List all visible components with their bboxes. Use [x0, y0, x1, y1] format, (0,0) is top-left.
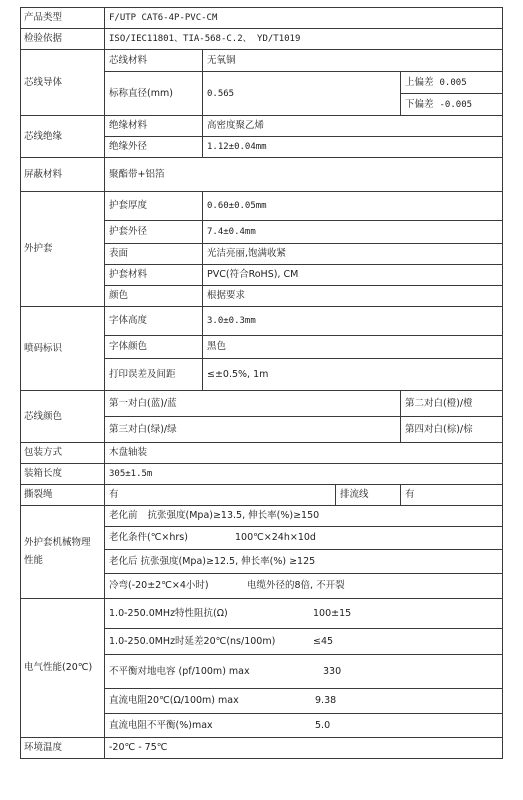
- mech-before-a: 老化前: [109, 510, 138, 521]
- shield-value: 聚酯带+铝箔: [105, 158, 503, 192]
- elec-cell: [105, 689, 503, 714]
- conductor-diameter-value: 0.565: [203, 72, 401, 116]
- ripcord-label: 撕裂绳: [21, 485, 105, 506]
- elec-item-label: 直流电阻不平衡(%)max: [109, 719, 213, 731]
- marking-item-value: 黑色: [203, 336, 503, 359]
- mech-before-cell: [105, 506, 503, 527]
- elec-item-value: 100±15: [313, 607, 352, 619]
- insulation-od-label: 绝缘外径: [105, 137, 203, 158]
- conductor-material-label: 芯线材料: [105, 50, 203, 72]
- jacket-item-label: 颜色: [105, 286, 203, 307]
- elec-cell: [105, 655, 503, 689]
- row-jacket-1: [21, 192, 503, 221]
- temperature-label: 环境温度: [21, 738, 105, 759]
- row-elec-1: [21, 599, 503, 629]
- drain-label: 排流线: [336, 485, 401, 506]
- packing-value: 木盘轴装: [105, 443, 503, 464]
- insulation-material-label: 绝缘材料: [105, 116, 203, 137]
- jacket-item-value: 光洁亮丽,饱满收紧: [203, 244, 503, 265]
- elec-cell: [105, 629, 503, 655]
- row-marking-1: [21, 307, 503, 336]
- row-standard: [21, 29, 503, 50]
- marking-item-label: 字体颜色: [105, 336, 203, 359]
- row-mech-before: [21, 506, 503, 527]
- lower-deviation-value: -0.005: [439, 99, 473, 110]
- mech-cond-b: 100℃×24h×10d: [235, 532, 316, 543]
- jacket-item-value: 7.4±0.4mm: [203, 221, 503, 244]
- row-temperature: [21, 738, 503, 759]
- conductor-diameter-label: 标称直径(mm): [105, 72, 203, 116]
- row-insulation-material: [21, 116, 503, 137]
- product-type-label: 产品类型: [21, 8, 105, 29]
- conductor-material-value: 无氧铜: [203, 50, 503, 72]
- mech-cold-b: 电缆外径的8倍, 不开裂: [247, 580, 345, 591]
- insulation-od-value: 1.12±0.04mm: [203, 137, 503, 158]
- mech-cond-cell: [105, 527, 503, 550]
- marking-item-value: 3.0±0.3mm: [203, 307, 503, 336]
- mechanical-label: [21, 506, 105, 599]
- packing-label: 包装方式: [21, 443, 105, 464]
- jacket-item-value: 根据要求: [203, 286, 503, 307]
- color-pair-2: 第二对白(橙)/橙: [401, 391, 503, 417]
- color-label: 芯线颜色: [21, 391, 105, 443]
- elec-item-value: 5.0: [315, 719, 331, 731]
- spec-table: [20, 7, 503, 759]
- elec-cell: [105, 599, 503, 629]
- row-product-type: [21, 8, 503, 29]
- mech-cond-a: 老化条件(℃×hrs): [109, 532, 188, 543]
- shield-label: 屏蔽材料: [21, 158, 105, 192]
- marking-item-label: 字体高度: [105, 307, 203, 336]
- jacket-label: 外护套: [21, 192, 105, 307]
- elec-item-value: ≤45: [313, 635, 334, 647]
- mech-before-b: 抗张强度(Mpa)≥13.5, 伸长率(%)≥150: [147, 510, 320, 521]
- color-pair-4: 第四对白(棕)/棕: [401, 417, 503, 443]
- insulation-material-value: 高密度聚乙烯: [203, 116, 503, 137]
- mechanical-label-line-2: 性能: [24, 555, 44, 566]
- conductor-label: 芯线导体: [21, 50, 105, 116]
- marking-item-value: ≤±0.5%, 1m: [203, 359, 503, 391]
- conductor-lower-cell: [401, 94, 503, 116]
- elec-item-value: 330: [323, 665, 342, 677]
- lower-deviation-label: 下偏差: [405, 98, 434, 110]
- length-value: 305±1.5m: [105, 464, 503, 485]
- conductor-upper-cell: [401, 72, 503, 94]
- standard-value: ISO/IEC11801、TIA-568-C.2、 YD/T1019: [105, 29, 503, 50]
- jacket-item-label: 护套外径: [105, 221, 203, 244]
- marking-label: 喷码标识: [21, 307, 105, 391]
- row-packing: [21, 443, 503, 464]
- insulation-label: 芯线绝缘: [21, 116, 105, 158]
- temperature-value: -20℃ - 75℃: [105, 738, 503, 759]
- spec-sheet: [20, 7, 503, 759]
- length-label: 装箱长度: [21, 464, 105, 485]
- color-pair-1: 第一对白(蓝)/蓝: [105, 391, 401, 417]
- elec-item-label: 不平衡对地电容 (pf/100m) max: [109, 665, 250, 677]
- ripcord-value: 有: [105, 485, 336, 506]
- jacket-item-value: 0.60±0.05mm: [203, 192, 503, 221]
- elec-cell: [105, 714, 503, 738]
- elec-item-value: 9.38: [315, 695, 337, 706]
- row-ripcord: [21, 485, 503, 506]
- mech-cold-cell: [105, 574, 503, 599]
- jacket-item-label: 护套厚度: [105, 192, 203, 221]
- elec-item-label: 直流电阻20℃(Ω/100m) max: [109, 695, 239, 706]
- row-color-1: [21, 391, 503, 417]
- row-length: [21, 464, 503, 485]
- product-type-value: F/UTP CAT6-4P-PVC-CM: [105, 8, 503, 29]
- upper-deviation-value: 0.005: [439, 77, 467, 88]
- row-shield: [21, 158, 503, 192]
- color-pair-3: 第三对白(绿)/绿: [105, 417, 401, 443]
- electrical-label: 电气性能(20℃): [21, 599, 105, 738]
- jacket-item-label: 护套材料: [105, 265, 203, 286]
- marking-item-label: 打印误差及间距: [105, 359, 203, 391]
- elec-item-label: 1.0-250.0MHz特性阻抗(Ω): [109, 607, 228, 619]
- jacket-item-value: PVC(符合RoHS), CM: [203, 265, 503, 286]
- jacket-item-label: 表面: [105, 244, 203, 265]
- standard-label: 检验依据: [21, 29, 105, 50]
- mech-after-a: 老化后 抗张强度(Mpa)≥12.5, 伸长率(%) ≥125: [105, 550, 503, 574]
- elec-item-label: 1.0-250.0MHz时延差20℃(ns/100m): [109, 635, 276, 647]
- mech-cold-a: 冷弯(-20±2℃×4小时): [109, 580, 209, 591]
- upper-deviation-label: 上偏差: [405, 76, 434, 88]
- row-conductor-material: [21, 50, 503, 72]
- drain-value: 有: [401, 485, 503, 506]
- mechanical-label-line-1: 外护套机械物理: [24, 537, 91, 548]
